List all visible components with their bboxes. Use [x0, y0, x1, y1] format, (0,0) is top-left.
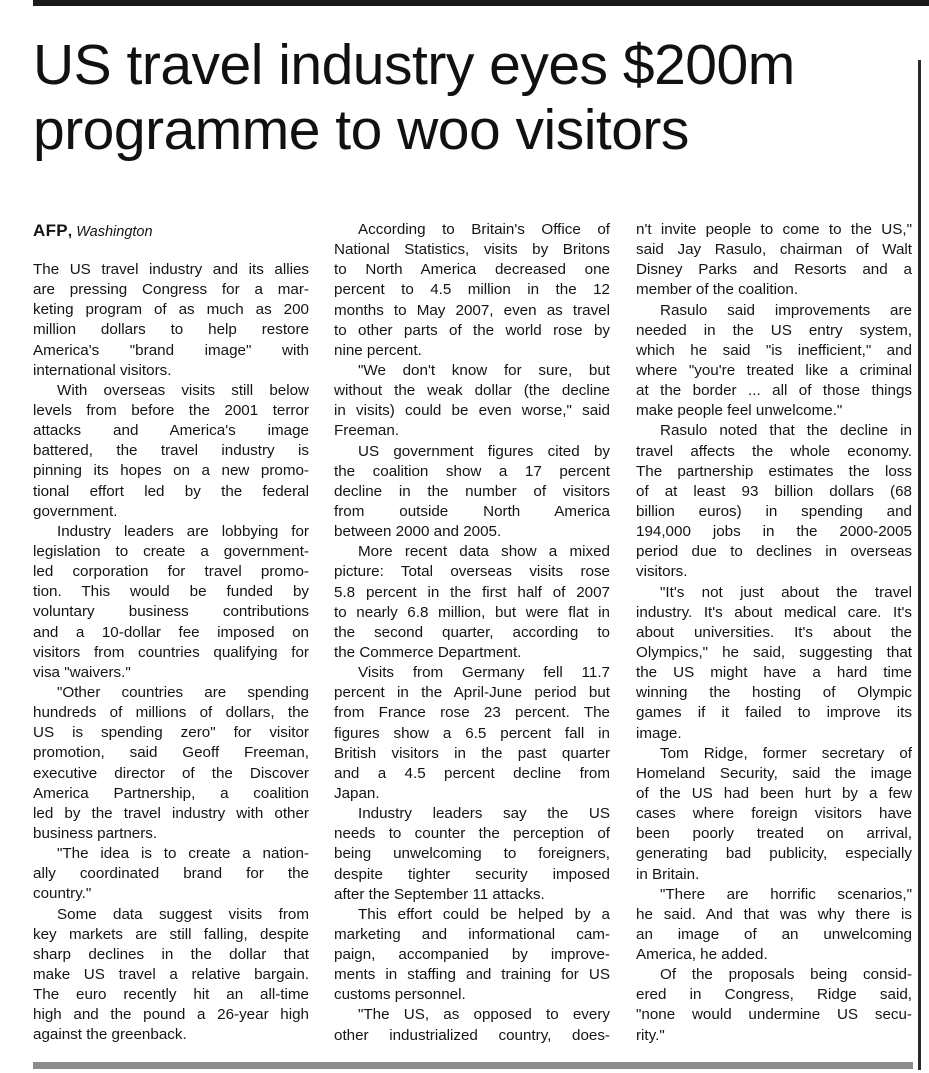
- article-text-line: figures show a 6.5 percent fall in: [334, 724, 610, 742]
- headline-line-1: US travel industry eyes $200m: [33, 33, 795, 97]
- article-text-line: The euro recently hit an all-time: [33, 986, 309, 1004]
- article-text-line: without the weak dollar (the decline: [334, 382, 610, 400]
- article-text-line: in Britain.: [636, 865, 700, 883]
- article-text-line: after the September 11 attacks.: [334, 885, 545, 903]
- article-text-line: sharp declines in the dollar that: [33, 945, 309, 963]
- article-text-line: led corporation for travel promo-: [33, 563, 309, 581]
- article-text-line: Visits from Germany fell 11.7: [358, 664, 610, 682]
- article-text-line: he said. And that was why there is: [636, 905, 912, 923]
- article-text-line: decline in the number of visitors: [334, 482, 610, 500]
- article-text-line: keting program of as much as 200: [33, 301, 309, 319]
- article-text-line: led by the travel industry with other: [33, 804, 309, 822]
- article-text-line: to North America decreased one: [334, 261, 610, 279]
- article-text-line: high and the pound a 26-year high: [33, 1006, 309, 1024]
- article-text-line: needs to counter the perception of: [334, 825, 610, 843]
- column-3-text: [636, 220, 912, 1046]
- article-text-line: image.: [636, 724, 682, 742]
- article-text-line: make people feel unwelcome.": [636, 402, 843, 420]
- article-text-line: from outside North America: [334, 502, 610, 520]
- article-text-line: "The US, as opposed to every: [358, 1006, 610, 1024]
- article-text-line: America's "brand image" with: [33, 341, 309, 359]
- article-text-line: marketing and informational cam-: [334, 925, 610, 943]
- article-text-line: America, he added.: [636, 946, 768, 964]
- byline: [33, 220, 309, 260]
- article-text-line: National Statistics, visits by Britons: [334, 241, 610, 259]
- article-text-line: Rasulo noted that the decline in: [660, 422, 912, 440]
- article-text-line: billion euros) in spending and: [636, 502, 912, 520]
- article-text-line: percent in the April-June period but: [334, 684, 610, 702]
- article-text-line: ered in Congress, Ridge said,: [636, 986, 912, 1004]
- article-text-line: visitors.: [636, 563, 688, 581]
- article-text-line: legislation to create a government-: [33, 542, 309, 560]
- article-text-line: executive director of the Discover: [33, 764, 309, 782]
- article-text-line: customs personnel.: [334, 986, 466, 1004]
- article-text-line: been poorly treated on arrival,: [636, 825, 912, 843]
- article-text-line: make US travel a relative bargain.: [33, 965, 309, 983]
- article-text-line: at the border ... all of those things: [636, 382, 912, 400]
- article-text-line: US is spending zero" for visitor: [33, 724, 309, 742]
- article-text-line: months to May 2007, even as travel: [334, 301, 610, 319]
- article-text-line: Freeman.: [334, 422, 399, 440]
- article-text-line: paign, accompanied by improve-: [334, 946, 610, 964]
- article-text-line: Rasulo said improvements are: [660, 301, 912, 319]
- article-text-line: pinning its hopes on a new promo-: [33, 462, 309, 480]
- article-text-line: ments in staffing and training for US: [334, 966, 610, 984]
- headline-line-2: programme to woo visitors: [33, 98, 689, 162]
- article-text-line: to nearly 6.8 million, but were flat in: [334, 603, 610, 621]
- byline-location: Washington: [76, 224, 153, 240]
- article-text-line: country.": [33, 885, 92, 903]
- article-text-line: tion. This would be funded by: [33, 583, 309, 601]
- article-text-line: Industry leaders are lobbying for: [57, 522, 309, 540]
- article-text-line: picture: Total overseas visits rose: [334, 563, 610, 581]
- article-text-line: key markets are still falling, despite: [33, 925, 309, 943]
- article-text-line: Of the proposals being consid-: [660, 966, 912, 984]
- article-text-line: levels from before the 2001 terror: [33, 401, 309, 419]
- article-text-line: against the greenback.: [33, 1026, 187, 1044]
- article-text-line: member of the coalition.: [636, 281, 799, 299]
- article-text-line: games if it failed to improve its: [636, 704, 912, 722]
- article-text-line: about universities. It's about the: [636, 623, 912, 641]
- byline-agency: AFP: [33, 221, 68, 240]
- article-text-line: are pressing Congress for a mar-: [33, 281, 309, 299]
- article-text-line: The US travel industry and its allies: [33, 261, 309, 278]
- top-rule: [33, 0, 929, 6]
- article-text-line: With overseas visits still below: [57, 381, 309, 399]
- article-text-line: international visitors.: [33, 361, 172, 379]
- article-text-line: business partners.: [33, 824, 158, 842]
- article-text-line: Some data suggest visits from: [57, 905, 309, 923]
- article-text-line: needed in the US entry system,: [636, 321, 912, 339]
- article-text-line: the second quarter, according to: [334, 623, 610, 641]
- byline-separator: ,: [67, 223, 77, 240]
- article-text-line: This effort could be helped by a: [358, 905, 610, 923]
- article-text-line: travel affects the whole economy.: [636, 442, 912, 460]
- article-text-line: Tom Ridge, former secretary of: [660, 744, 912, 762]
- article-text-line: to other parts of the world rose by: [334, 321, 610, 339]
- article-text-line: despite tighter security imposed: [334, 865, 610, 883]
- article-text-line: Homeland Security, said the image: [636, 764, 912, 782]
- article-text-line: Industry leaders say the US: [358, 805, 610, 823]
- article-text-line: "Other countries are spending: [57, 683, 309, 701]
- article-text-line: Disney Parks and Resorts and a: [636, 261, 912, 279]
- article-text-line: which he said "is inefficient," and: [636, 341, 912, 359]
- article-text-line: battered, the travel industry is: [33, 442, 309, 460]
- article-column-1: [33, 220, 309, 1045]
- article-text-line: ally coordinated brand for the: [33, 865, 309, 883]
- article-text-line: British visitors in the past quarter: [334, 744, 610, 762]
- column-2-text: [334, 220, 610, 1046]
- article-text-line: the Commerce Department.: [334, 643, 522, 661]
- article-text-line: cases where foreign visitors have: [636, 805, 912, 823]
- article-text-line: rity.": [636, 1026, 665, 1044]
- article-column-2: [334, 220, 610, 1046]
- article-text-line: "There are horrific scenarios,": [660, 885, 912, 903]
- column-1-text: [33, 260, 309, 1045]
- article-text-line: and a 10-dollar fee imposed on: [33, 623, 309, 641]
- article-text-line: period due to declines in overseas: [636, 543, 912, 561]
- article-text-line: promotion, said Geoff Freeman,: [33, 744, 309, 762]
- article-text-line: hundreds of millions of dollars, the: [33, 704, 309, 722]
- article-text-line: Japan.: [334, 784, 380, 802]
- article-text-line: nine percent.: [334, 341, 422, 359]
- article-text-line: America Partnership, a coalition: [33, 784, 309, 802]
- article-text-line: US government figures cited by: [358, 442, 610, 460]
- article-text-line: the coalition show a 17 percent: [334, 462, 610, 480]
- article-text-line: Olympics," he said, suggesting that: [636, 643, 912, 661]
- article-text-line: percent to 4.5 million in the 12: [334, 281, 610, 299]
- article-text-line: n't invite people to come to the US,": [636, 221, 912, 238]
- article-text-line: said Jay Rasulo, chairman of Walt: [636, 241, 912, 259]
- article-text-line: 194,000 jobs in the 2000-2005: [636, 523, 912, 541]
- article-text-line: and a 4.5 percent decline from: [334, 764, 610, 782]
- article-text-line: in visits) could be even worse," said: [334, 402, 610, 420]
- article-text-line: between 2000 and 2005.: [334, 523, 502, 541]
- article-text-line: 5.8 percent in the first half of 2007: [334, 583, 610, 601]
- article-text-line: government.: [33, 502, 118, 520]
- bottom-rule: [33, 1062, 913, 1069]
- article-text-line: According to Britain's Office of: [358, 221, 610, 238]
- article-text-line: from France rose 23 percent. The: [334, 704, 610, 722]
- article-text-line: visa "waivers.": [33, 663, 131, 681]
- article-text-line: "none would undermine US secu-: [636, 1006, 912, 1024]
- article-text-line: "It's not just about the travel: [660, 583, 912, 601]
- article-text-line: being unwelcoming to foreigners,: [334, 845, 610, 863]
- article-text-line: winning the hosting of Olympic: [636, 684, 912, 702]
- article-text-line: the US might have a hard time: [636, 664, 912, 682]
- article-text-line: industry. It's about medical care. It's: [636, 603, 912, 621]
- article-text-line: "We don't know for sure, but: [358, 361, 610, 379]
- headline: [33, 33, 913, 163]
- article-text-line: million dollars to help restore: [33, 321, 309, 339]
- article-text-line: where "you're treated like a criminal: [636, 361, 912, 379]
- article-text-line: generating bad publicity, especially: [636, 845, 912, 863]
- right-column-rule: [918, 60, 921, 1070]
- article-text-line: of the US had been hurt by a few: [636, 784, 912, 802]
- article-text-line: voluntary business contributions: [33, 603, 309, 621]
- article-text-line: The partnership estimates the loss: [636, 462, 912, 480]
- article-text-line: "The idea is to create a nation-: [57, 845, 309, 863]
- article-text-line: visitors from countries qualifying for: [33, 643, 309, 661]
- article-text-line: other industrialized country, does-: [334, 1026, 610, 1044]
- article-text-line: of at least 93 billion dollars (68: [636, 482, 912, 500]
- article-column-3: [636, 220, 912, 1046]
- article-text-line: attacks and America's image: [33, 422, 309, 440]
- article-text-line: More recent data show a mixed: [358, 543, 610, 561]
- article-text-line: tional effort led by the federal: [33, 482, 309, 500]
- article-text-line: an image of an unwelcoming: [636, 925, 912, 943]
